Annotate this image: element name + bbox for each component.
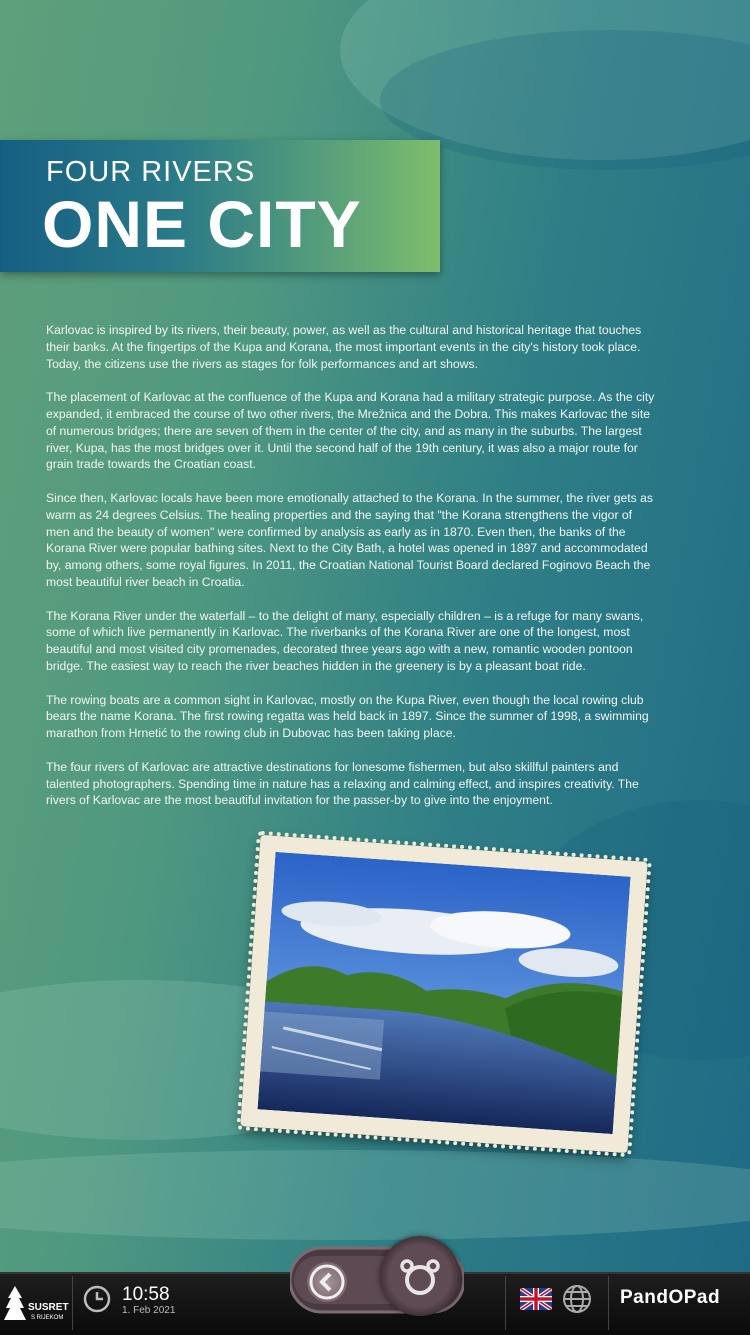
river-photo [258,852,631,1134]
river-photo-illustration [258,852,631,1134]
pandopad-home-icon [380,1236,460,1316]
title-line-1: FOUR RIVERS [46,156,256,188]
article-body [46,322,656,826]
clock-icon [82,1284,112,1319]
globe-button[interactable] [561,1283,593,1315]
paragraph: The rowing boats are a common sight in Karlovac, mostly on the Kupa River, even though the local rowing club bears the name Korana. The first rowing regatta was held back in 1897. Since the summer of 1998, a swimming marathon from Hrnetić to the rowing club in Dubovac has been taking place. [46,692,649,741]
logo-name: SUSRET [28,1302,69,1313]
chevron-left-icon [307,1262,347,1302]
divider [608,1276,609,1330]
home-button[interactable] [380,1236,460,1316]
clock-time: 10:58 [122,1284,170,1305]
paragraph: Karlovac is inspired by its rivers, their beauty, power, as well as the cultural and historical heritage that touches their banks. At the fingertips of the Kupa and Korana, the most important events in the city's history took place. Today, the citizens use the rivers as stages for folk performances and art shows. [46,323,642,371]
logo-icon [4,1284,26,1324]
photo-frame [240,835,647,1153]
clock-date: 1. Feb 2021 [122,1305,176,1316]
wave-decoration [0,1150,750,1240]
brand-logo: PandOPad [620,1287,721,1308]
divider [505,1276,506,1330]
logo-subtitle: S RIJEKOM [31,1315,64,1321]
page-title: ONE CITY [42,187,362,261]
divider [72,1276,73,1330]
paragraph: Since then, Karlovac locals have been more emotionally attached to the Korana. In the summer, the river gets as warm as 24 degrees Celsius. The healing properties and the saying that "the Korana strengthens the vigor of men and the beauty of women" were confirmed by analysis as early as in 1870. Even then, the banks of the Korana River were popular bathing sites. Next to the City Bath, a hotel was opened in 1897 and accommodated by, among others, some royal figures. In 2011, the Croatian National Tourist Board declared Foginovo Beach the most beautiful river beach in Croatia. [46,490,653,589]
globe-icon [561,1283,593,1315]
back-button[interactable] [307,1262,347,1302]
susret-logo [4,1284,26,1324]
language-button[interactable] [520,1288,552,1310]
paragraph: The Korana River under the waterfall – to the delight of many, especially children – is a refuge for many swans, some of which live permanently in Karlovac. The riverbanks of the Korana River are one of the longest, most beautiful and most visited city promenades, decorated three years ago with a new, romantic wooden pontoon bridge. The easiest way to reach the river beaches hidden in the greenery is by a pleasant boat ride. [46,608,644,673]
paragraph: The placement of Karlovac at the confluence of the Kupa and Korana had a military strategic purpose. As the city expanded, it embraced the course of two other rivers, the Mrežnica and the Dobra. This makes Karlovac the site of numerous bridges; there are seven of them in the center of the city, and as many in the suburbs. The largest river, Kupa, has the most bridges over it. Until the second half of the 19th century, it was also a major route for grain trade towards the Croatian coast. [46,390,655,472]
uk-flag-icon [520,1288,552,1310]
paragraph: The four rivers of Karlovac are attractive destinations for lonesome fishermen, but also skillful painters and talented photographers. Spending time in nature has a relaxing and calming effect, and inspires creativity. The rivers of Karlovac are the most beautiful invitation for the passer-by to give into the enjoyment. [46,759,639,808]
